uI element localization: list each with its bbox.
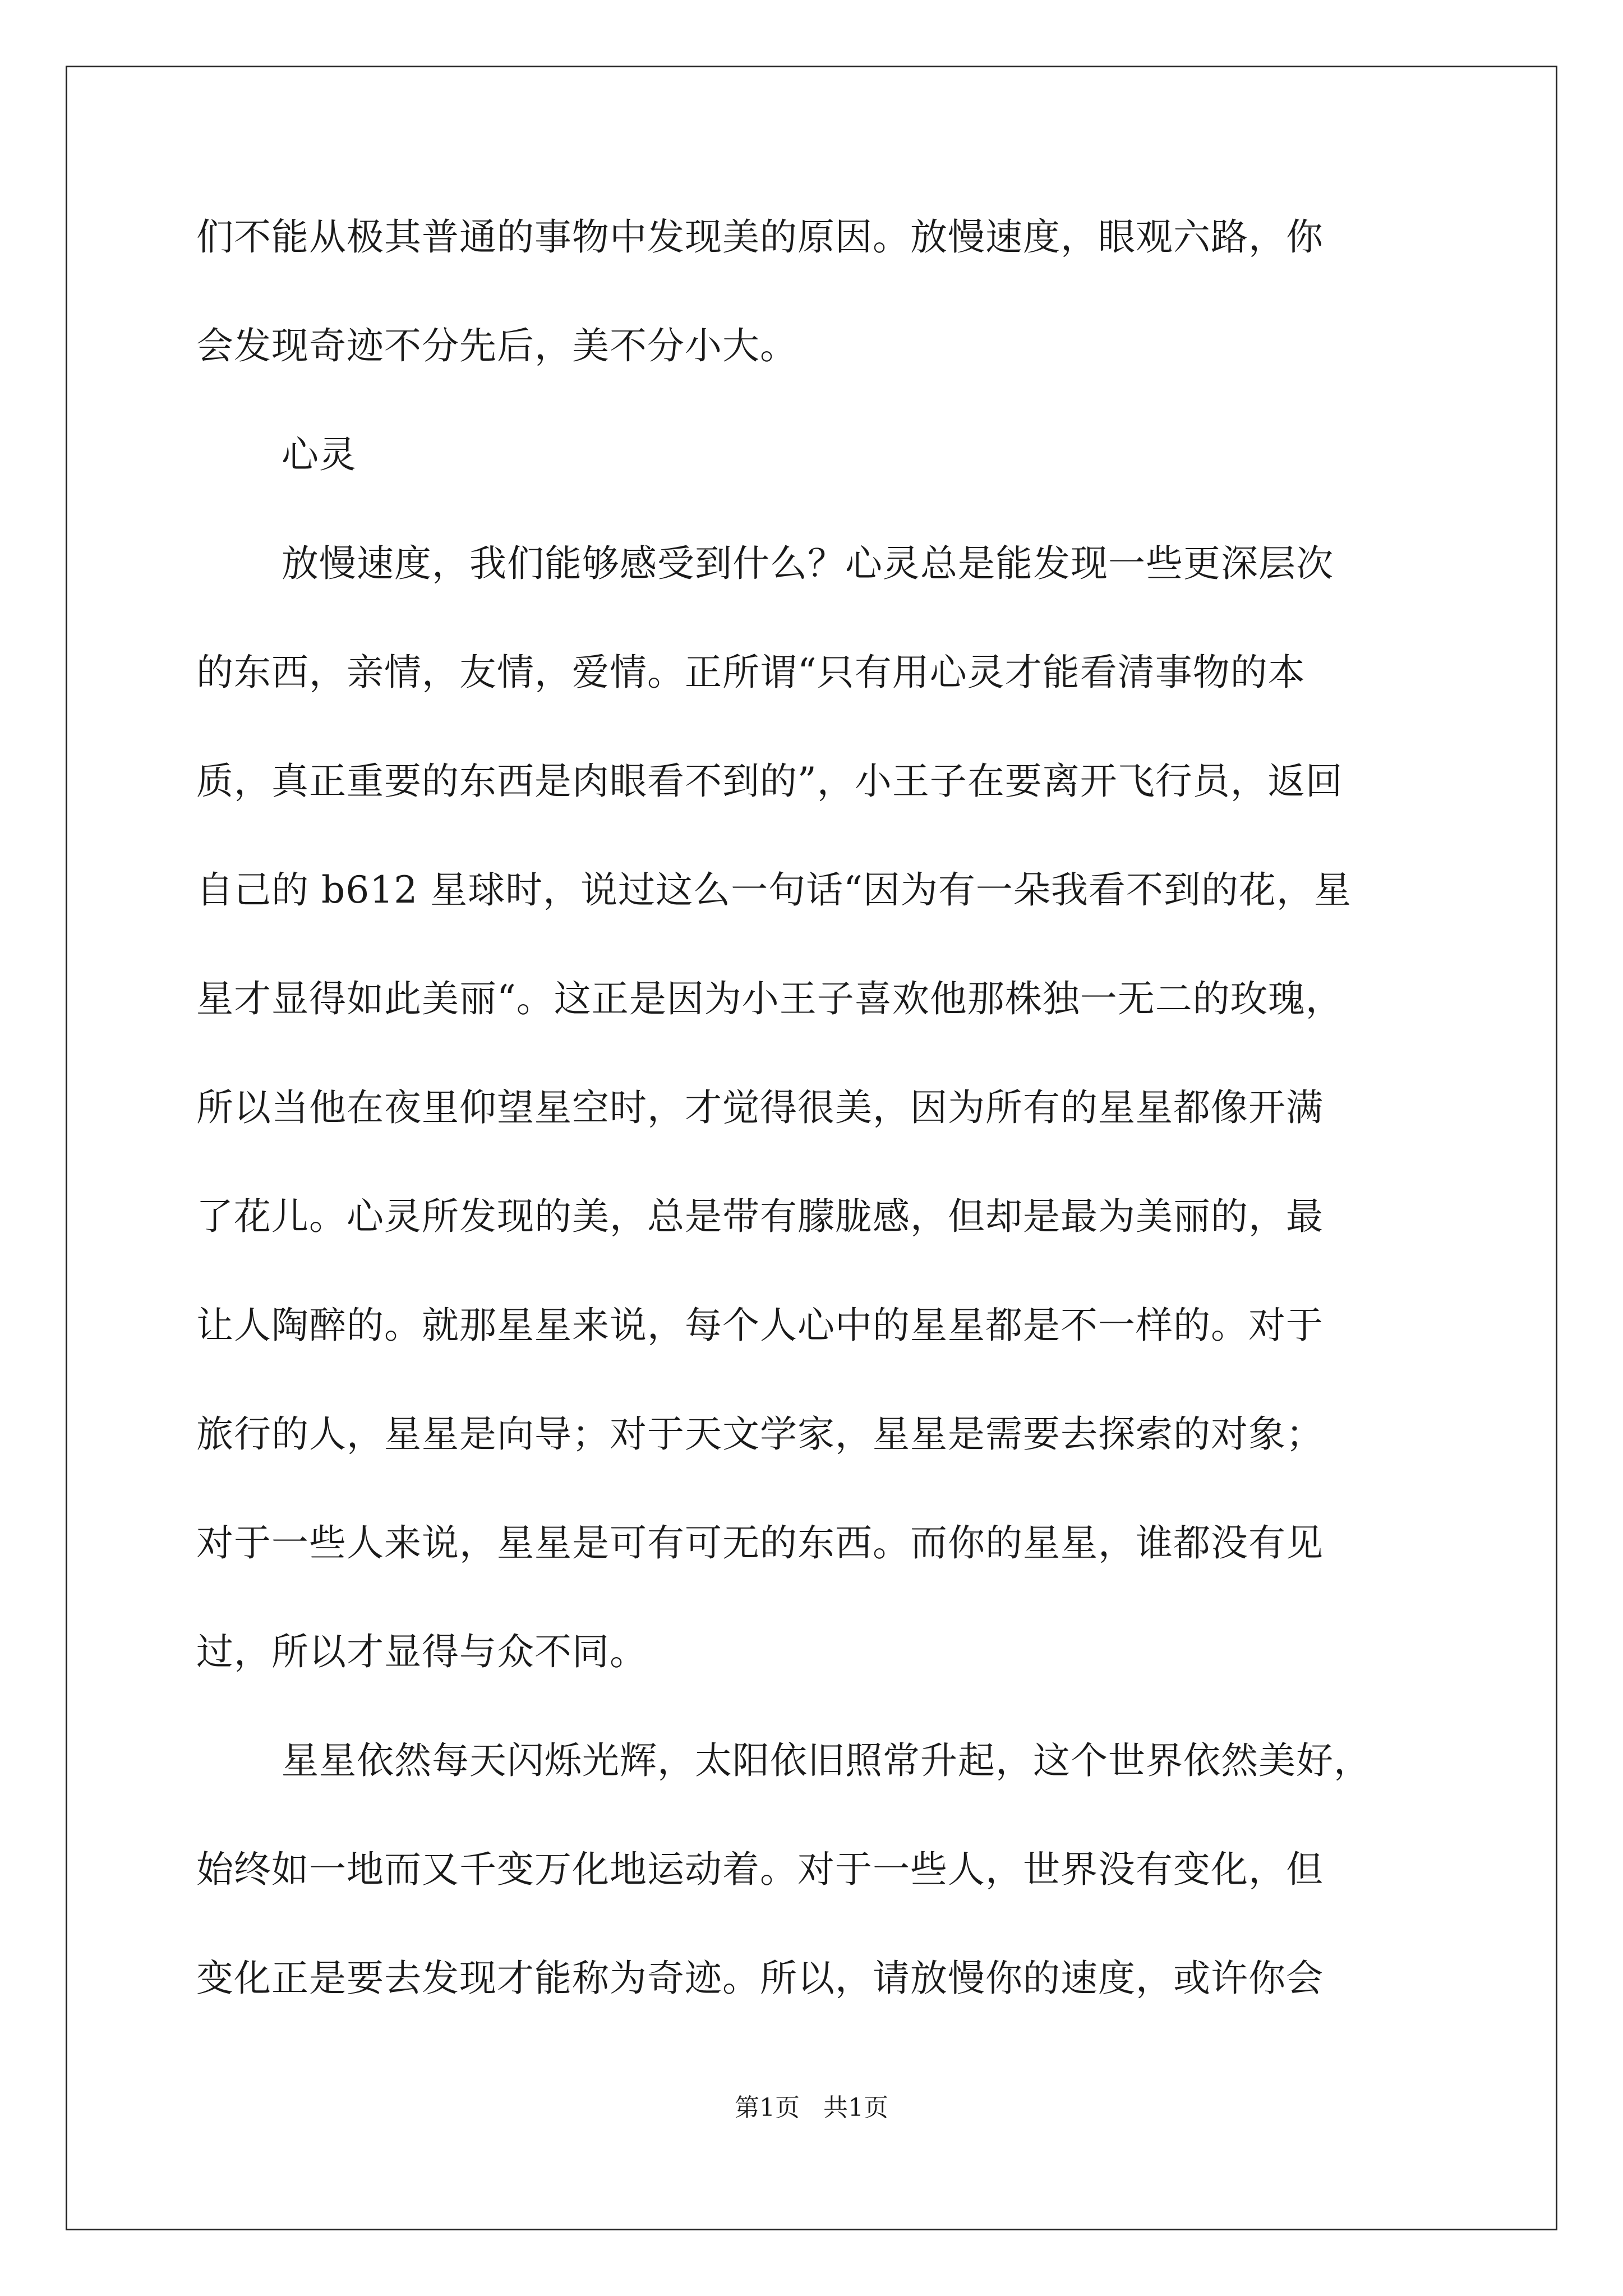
text-line-5: 的东西，亲情，友情，爱情。正所谓“只有用心灵才能看清事物的本 xyxy=(196,651,1306,694)
document-body xyxy=(196,209,1430,2059)
text-line-1: 们不能从极其普通的事物中发现美的原因。放慢速度，眼观六路，你 xyxy=(196,215,1324,259)
text-line-15: 星星依然每天闪烁光辉，太阳依旧照常升起，这个世界依然美好， xyxy=(282,1739,1371,1782)
section-heading: 心灵 xyxy=(282,433,357,476)
text-line-10: 了花儿。心灵所发现的美，总是带有朦胧感，但却是最为美丽的，最 xyxy=(196,1195,1324,1238)
text-line-6: 质，真正重要的东西是肉眼看不到的”，小王子在要离开飞行员，返回 xyxy=(196,760,1343,803)
text-line-12: 旅行的人，星星是向导；对于天文学家，星星是需要去探索的对象； xyxy=(196,1412,1324,1456)
text-line-17: 变化正是要去发现才能称为奇迹。所以，请放慢你的速度，或许你会 xyxy=(196,1957,1324,2000)
text-line-14: 过，所以才显得与众不同。 xyxy=(196,1630,647,1673)
text-line-11: 让人陶醉的。就那星星来说，每个人心中的星星都是不一样的。对于 xyxy=(196,1304,1324,1347)
page-footer: 第1页 共1页 xyxy=(735,2093,888,2122)
text-line-7: 自己的 b612 星球时，说过这么一句话“因为有一朵我看不到的花，星 xyxy=(196,868,1352,912)
text-line-4: 放慢速度，我们能够感受到什么？心灵总是能发现一些更深层次 xyxy=(282,542,1334,585)
text-line-9: 所以当他在夜里仰望星空时，才觉得很美，因为所有的星星都像开满 xyxy=(196,1086,1324,1129)
text-line-13: 对于一些人来说，星星是可有可无的东西。而你的星星，谁都没有见 xyxy=(196,1521,1324,1565)
text-line-8: 星才显得如此美丽“。这正是因为小王子喜欢他那株独一无二的玫瑰， xyxy=(196,977,1343,1020)
text-line-16: 始终如一地而又千变万化地运动着。对于一些人，世界没有变化，但 xyxy=(196,1848,1324,1891)
text-line-2: 会发现奇迹不分先后，美不分小大。 xyxy=(196,324,797,367)
